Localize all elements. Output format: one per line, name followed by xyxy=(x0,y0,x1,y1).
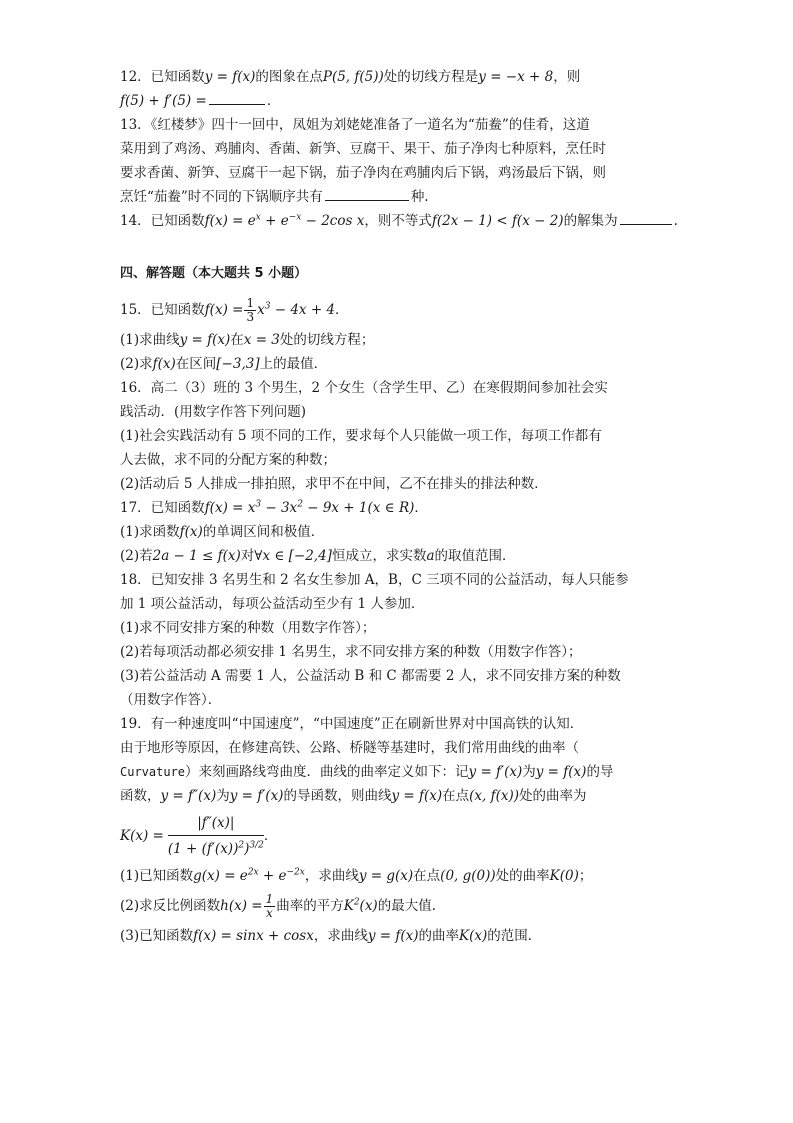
q12-text: 的图象在点 xyxy=(255,69,323,85)
q19-kx: K(x) xyxy=(459,928,488,944)
q12-answer-blank[interactable] xyxy=(209,90,265,105)
q13-answer-blank[interactable] xyxy=(325,186,409,201)
q19-line-2: 由于地形等原因，在修建高铁、公路、桥隧等基建时，我们常用曲线的曲率（ xyxy=(120,740,579,756)
q19-h-numerator: 1 xyxy=(265,892,274,906)
q14-text: 的解集为 xyxy=(563,213,618,229)
q19-text: 为 xyxy=(522,764,536,780)
q14-fx-part: + e xyxy=(260,213,289,229)
q19-line-1: 19．有一种速度叫“中国速度”，“中国速度”正在刷新世界对中国高铁的认知． xyxy=(120,716,584,732)
q19-k-den-pow: 3/2 xyxy=(249,840,264,850)
q12-line-2 xyxy=(120,90,680,112)
q17-part-2 xyxy=(120,545,680,567)
q17-text: 对 xyxy=(240,548,255,564)
q19-g-exp: −2x xyxy=(286,867,305,878)
q19-point: (0, g(0)) xyxy=(440,868,496,884)
q19-text: (2)求反比例函数 xyxy=(120,898,221,914)
q19-line-3 xyxy=(120,761,680,783)
q16-line-2: 践活动．(用数字作答下列问题) xyxy=(120,404,307,420)
q12-text: ，则 xyxy=(553,69,581,85)
q12-line-1 xyxy=(120,66,680,88)
q17-domain: (x ∈ R) xyxy=(367,500,415,516)
q14-fx-part: f(x) = e xyxy=(204,213,256,229)
q12-tangent-equation: y = −x + 8 xyxy=(478,69,554,85)
q19-k-den-sq: 2 xyxy=(238,840,245,850)
q19-text: ； xyxy=(578,868,593,884)
q17-fx: f(x) = x xyxy=(204,500,256,516)
q18-part-3-line-1: (3)若公益活动 A 需要 1 人，公益活动 B 和 C 都需要 2 人，求不同安排方案的种数 xyxy=(120,668,621,684)
q15-text: ． xyxy=(335,302,349,318)
q19-part-2 xyxy=(120,889,680,923)
q19-curve: y = g(x) xyxy=(358,868,414,884)
q17-text: (1)求函数 xyxy=(120,524,180,540)
q17-text: 17．已知函数 xyxy=(120,500,205,516)
q19-k-exp: 2 xyxy=(353,897,360,908)
q19-g-function xyxy=(193,868,305,884)
q14-fx-part: − 2cos x xyxy=(301,213,365,229)
q15-part-1 xyxy=(120,329,680,351)
q13-text: 种. xyxy=(410,189,429,205)
q19-text: 曲率的平方 xyxy=(276,898,344,914)
q12-point: P(5, f(5)) xyxy=(322,69,384,85)
q19-curve: y = f(x) xyxy=(367,928,419,944)
q14-text: ，则不等式 xyxy=(364,213,432,229)
q17-text: 恒成立，求实数 xyxy=(331,548,427,564)
q19-text: 处的曲率为 xyxy=(519,788,587,804)
q15-x: x xyxy=(257,302,265,318)
q19-k0: K(0) xyxy=(549,868,579,884)
q19-text: 在点 xyxy=(413,868,441,884)
q19-text: 为 xyxy=(216,788,230,804)
q12-text: 处的切线方程是 xyxy=(383,69,479,85)
q19-point: (x, f(x)) xyxy=(469,788,519,804)
q16-part-1-line-1: (1)社会实践活动有 5 项不同的工作，要求每个人只能做一项工作，每项工作都有 xyxy=(120,428,602,444)
q15-text: 处的切线方程； xyxy=(279,332,375,348)
q15-text: (1)求曲线 xyxy=(120,332,180,348)
q19-k-squared xyxy=(344,898,378,914)
q19-h-denominator: x xyxy=(266,906,273,920)
q19-k-arg: (x) xyxy=(359,898,378,914)
q14-function xyxy=(205,213,365,229)
q19-line-4 xyxy=(120,785,680,807)
q18-part-1: (1)求不同安排方案的种数（用数字作答）； xyxy=(120,620,376,636)
q17-text: ． xyxy=(414,500,428,516)
q15-tail: − 4x + 4 xyxy=(270,302,336,318)
q15-fraction xyxy=(244,297,256,324)
q12-text: ． xyxy=(266,93,281,109)
q15-polynomial xyxy=(257,302,335,318)
q17-text: (2)若 xyxy=(120,548,153,564)
q19-text: ． xyxy=(263,828,278,844)
q17-quantifier: ∀x ∈ [−2,4] xyxy=(254,548,332,564)
q15-numerator: 1 xyxy=(246,296,255,310)
q14-line xyxy=(120,210,680,232)
q15-text: 在区间 xyxy=(175,356,217,372)
q13-line-1: 13．《红楼梦》四十一回中，凤姐为刘姥姥准备了一道名为“茄鲞”的佳肴，这道 xyxy=(120,117,590,133)
q17-exp: 3 xyxy=(255,499,262,510)
q14-inequality: f(2x − 1) < f(x − 2) xyxy=(431,213,564,229)
q15-x-value: x = 3 xyxy=(243,332,280,348)
q19-derivative: y = f′(x) xyxy=(229,788,284,804)
q17-exp: 2 xyxy=(297,499,303,510)
q17-variable: a xyxy=(426,548,435,564)
section-title: 四、解答题（本大题共 5 小题） xyxy=(120,266,308,281)
q19-text: ，求曲线 xyxy=(313,928,368,944)
q19-k: K xyxy=(343,898,354,914)
q19-part-3 xyxy=(120,925,680,947)
q14-exp: x xyxy=(255,212,261,223)
q17-inequality: 2a − 1 ≤ f(x) xyxy=(152,548,241,564)
q16-part-1-line-2: 人去做，求不同的分配方案的种数； xyxy=(120,452,336,468)
q12-expression: f(5) + f′(5) = xyxy=(120,93,207,109)
q14-text: 14．已知函数 xyxy=(120,213,205,229)
q19-h-fraction xyxy=(264,893,276,920)
q17-mid: − 3x xyxy=(261,500,298,516)
q19-text: 的导 xyxy=(586,764,614,780)
q19-derivative: y = f′(x) xyxy=(468,764,523,780)
q13-line-4 xyxy=(120,186,680,208)
q19-text: 的导函数，则曲线 xyxy=(283,788,392,804)
q17-function xyxy=(205,500,415,516)
exam-page xyxy=(120,66,680,949)
q19-k-den-part: (1 + (f′(x)) xyxy=(167,840,239,857)
q17-part-1 xyxy=(120,521,680,543)
q19-f-function: f(x) = sinx + cosx xyxy=(193,928,314,944)
q15-text: 15．已知函数 xyxy=(120,302,205,318)
q15-text: 在 xyxy=(230,332,244,348)
q15-interval: [−3,3] xyxy=(216,356,260,372)
q17-text: 的单调区间和极值． xyxy=(202,524,325,540)
q19-text: (3)已知函数 xyxy=(120,928,194,944)
q18-line-1: 18．已知安排 3 名男生和 2 名女生参加 A，B，C 三项不同的公益活动，每人只能参 xyxy=(120,572,629,588)
q12-function: y = f(x) xyxy=(204,69,256,85)
q17-line xyxy=(120,497,680,519)
q14-text: . xyxy=(673,213,678,229)
q19-g-part: + e xyxy=(258,868,287,884)
q15-part-2 xyxy=(120,353,680,375)
q19-k-lhs: K(x) = xyxy=(120,828,164,844)
q15-text: (2)求 xyxy=(120,356,153,372)
q19-h-function: h(x) = xyxy=(220,898,263,914)
q18-part-3-line-2: （用数字作答）． xyxy=(120,692,222,708)
q19-g-exp: 2x xyxy=(247,867,259,878)
q19-second-derivative: y = f″(x) xyxy=(160,788,217,804)
q19-text: ）来刻画路线弯曲度．曲线的曲率定义如下：记 xyxy=(185,764,469,780)
q19-text: 在点 xyxy=(442,788,470,804)
q19-curvature-word: Curvature xyxy=(120,765,186,779)
q15-denominator: 3 xyxy=(246,310,255,324)
q19-text: (1)已知函数 xyxy=(120,868,194,884)
q19-curvature-formula xyxy=(120,809,680,863)
q17-fx: f(x) xyxy=(179,524,203,540)
q19-k-denominator xyxy=(168,836,264,860)
q19-part-1 xyxy=(120,865,680,887)
q17-tail: − 9x + 1 xyxy=(302,500,368,516)
q19-text: ，求曲线 xyxy=(304,868,359,884)
q18-part-2: (2)若每项活动都必须安排 1 名男生，求不同安排方案的种数（用数字作答）； xyxy=(120,644,582,660)
q14-exp: −x xyxy=(288,212,302,223)
q15-exp: 3 xyxy=(264,301,271,312)
q16-part-2: (2)活动后 5 人排成一排拍照，求甲不在中间，乙不在排头的排法种数． xyxy=(120,476,548,492)
q15-curve: y = f(x) xyxy=(179,332,231,348)
q15-text: 上的最值． xyxy=(259,356,328,372)
q18-line-2: 加 1 项公益活动，每项公益活动至少有 1 人参加． xyxy=(120,596,425,612)
q19-function: y = f(x) xyxy=(391,788,443,804)
q19-text: 的曲率 xyxy=(418,928,460,944)
q13-text: 烹饪“茄鲞”时不同的下锅顺序共有 xyxy=(120,189,323,205)
q15-function: f(x) = xyxy=(204,302,244,318)
q13-line-2: 菜用到了鸡汤、鸡脯肉、香菌、新笋、豆腐干、果干、茄子净肉七种原料，烹任时 xyxy=(120,141,606,157)
q19-k-fraction xyxy=(168,813,264,860)
q13-line-3: 要求香菌、新笋、豆腐干一起下锅，茄子净肉在鸡脯肉后下锅，鸡汤最后下锅，则 xyxy=(120,165,606,181)
q19-k-numerator: |f″(x)| xyxy=(168,813,264,836)
q19-text: 处的曲率 xyxy=(495,868,550,884)
q19-text: 函数， xyxy=(120,788,161,804)
q16-line-1: 16．高二（3）班的 3 个男生，2 个女生（含学生甲、乙）在寒假期间参加社会实 xyxy=(120,380,608,396)
q19-function: y = f(x) xyxy=(535,764,587,780)
q19-g-part: g(x) = e xyxy=(193,868,248,884)
q14-answer-blank[interactable] xyxy=(620,210,672,225)
q12-text: 12．已知函数 xyxy=(120,69,205,85)
q19-text: 的范围． xyxy=(487,928,542,944)
q19-k-den-part: ) xyxy=(244,840,250,857)
q19-text: 的最大值. xyxy=(377,898,436,914)
q17-text: 的取值范围． xyxy=(434,548,516,564)
q15-line xyxy=(120,293,680,327)
q15-fx: f(x) xyxy=(152,356,176,372)
